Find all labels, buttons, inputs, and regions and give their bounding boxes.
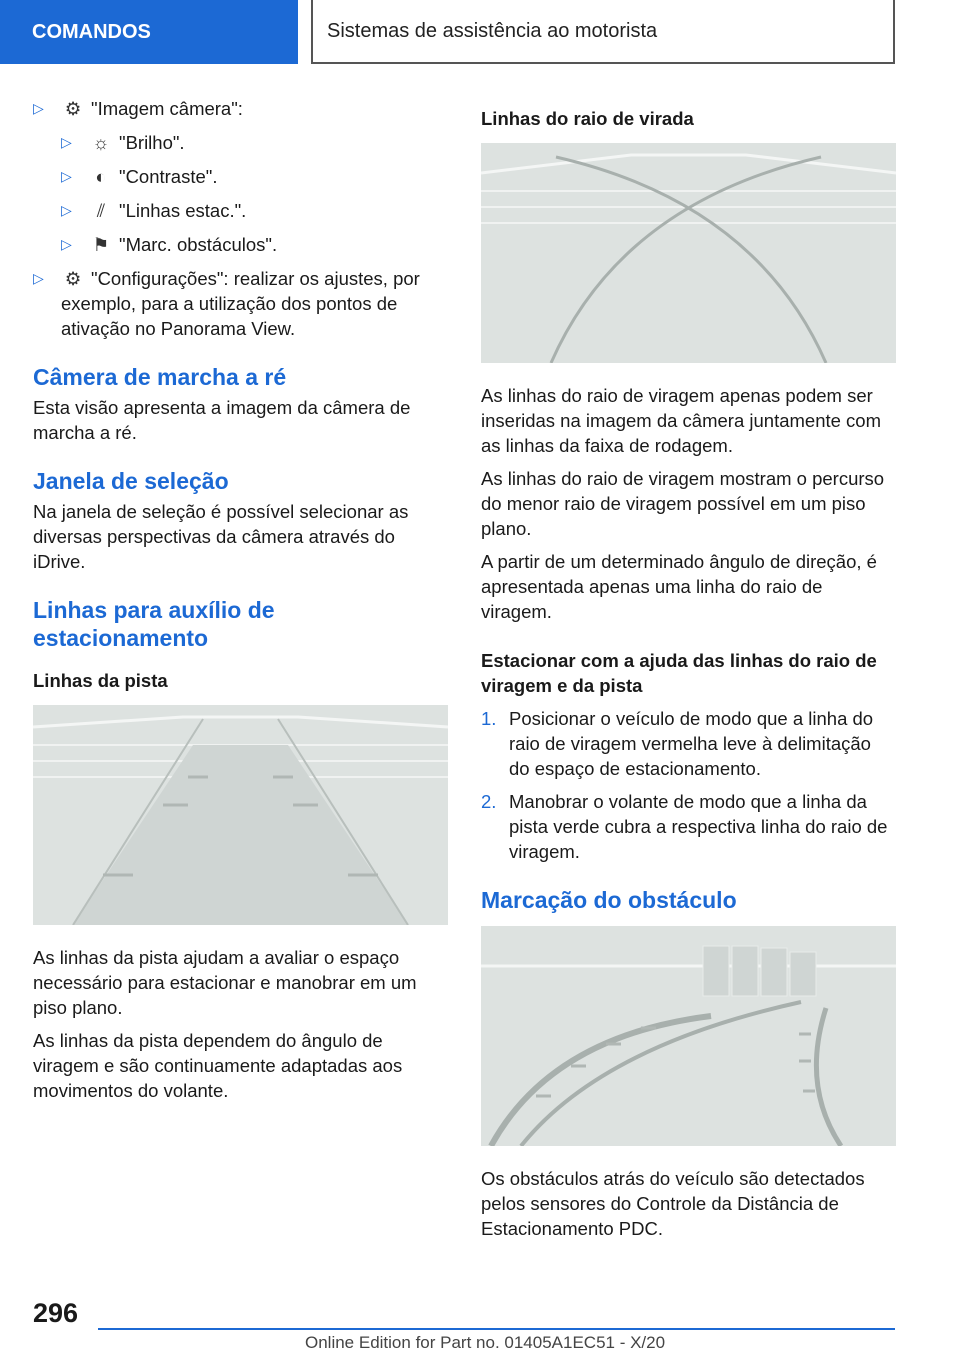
paragraph-track-2: As linhas da pista dependem do ângulo de viragem e são continuamente adaptadas aos movimentos do volante.: [33, 1030, 403, 1101]
footer-divider: [98, 1328, 895, 1330]
step-text: Posicionar o veículo de modo que a linha do raio de viragem vermelha leve à delimitação do espaço de estacionamento.: [509, 708, 874, 779]
heading-obstacle-marking: Marcação do obstáculo: [481, 887, 737, 913]
brightness-icon: ☼: [92, 132, 110, 153]
menu-item: [33, 266, 448, 341]
contrast-icon: ◐: [95, 166, 107, 187]
menu-item-label: "Configurações": realizar os ajustes, por exemplo, para a utilização dos pontos de ativação no Panorama View.: [61, 268, 420, 339]
obstacle-marking-illustration: [481, 926, 896, 1146]
step-number: 2.: [481, 791, 497, 812]
chapter-header: [311, 0, 895, 64]
heading-parking-lines: Linhas para auxílio de estacionamento: [33, 597, 275, 651]
obstacle-marking-icon: ⚑: [92, 234, 110, 255]
step-item: [481, 706, 896, 781]
step-item: [481, 789, 896, 864]
heading-track-lines: Linhas da pista: [33, 670, 168, 691]
right-column: [481, 96, 896, 1249]
bullet-triangle-icon: ▷: [33, 270, 44, 286]
parking-steps: [481, 706, 896, 864]
menu-item-label: "Contraste".: [119, 166, 218, 187]
settings-icon: ⚙: [64, 268, 82, 289]
paragraph-turn-1: As linhas do raio de viragem apenas podem ser inseridas na imagem da câmera juntamente com as linhas da faixa de rodagem.: [481, 385, 881, 456]
bullet-triangle-icon: ▷: [61, 134, 72, 150]
menu-item-label: "Imagem câmera":: [91, 98, 243, 119]
section-tab: [0, 0, 298, 64]
menu-item-label: "Linhas estac.".: [119, 200, 247, 221]
left-column: [33, 96, 448, 1111]
menu-item: [61, 130, 448, 155]
heading-turn-radius: Linhas do raio de virada: [481, 108, 694, 129]
camera-menu-list: [33, 96, 448, 341]
paragraph-turn-2: As linhas do raio de viragem mostram o percurso do menor raio de viragem possível em um piso plano.: [481, 468, 885, 539]
turn-radius-illustration: [481, 143, 896, 363]
menu-item: [61, 198, 448, 223]
menu-item: [61, 232, 448, 257]
camera-settings-icon: ⚙: [64, 98, 82, 119]
paragraph-turn-3: A partir de um determinado ângulo de direção, é apresentada apenas uma linha do raio de viragem.: [481, 551, 877, 622]
heading-park-with-lines: Estacionar com a ajuda das linhas do raio de viragem e da pista: [481, 650, 877, 696]
menu-item: [61, 164, 448, 189]
bullet-triangle-icon: ▷: [33, 100, 44, 116]
menu-item-label: "Brilho".: [119, 132, 185, 153]
heading-selection-window: Janela de seleção: [33, 468, 229, 494]
chapter-title: Sistemas de assistência ao motorista: [327, 19, 658, 42]
menu-item-label: "Marc. obstáculos".: [119, 234, 278, 255]
page-number: 296: [33, 1298, 79, 1328]
heading-rear-camera: Câmera de marcha a ré: [33, 364, 287, 390]
bullet-triangle-icon: ▷: [61, 202, 72, 218]
paragraph-track-1: As linhas da pista ajudam a avaliar o espaço necessário para estacionar e manobrar em um piso plano.: [33, 947, 417, 1018]
paragraph-rear-camera: Esta visão apresenta a imagem da câmera de marcha a ré.: [33, 397, 411, 443]
menu-item: [33, 96, 448, 121]
track-lines-illustration: [33, 705, 448, 925]
paragraph-selection-window: Na janela de seleção é possível selecionar as diversas perspectivas da câmera através do iDrive.: [33, 501, 409, 572]
paragraph-obstacle: Os obstáculos atrás do veículo são detectados pelos sensores do Controle da Distância de Estacionamento PDC.: [481, 1168, 865, 1239]
bullet-triangle-icon: ▷: [61, 168, 72, 184]
footer-edition: Online Edition for Part no. 01405A1EC51 - X/20: [305, 1333, 666, 1352]
step-text: Manobrar o volante de modo que a linha da pista verde cubra a respectiva linha do raio de viragem.: [509, 791, 888, 862]
section-title: COMANDOS: [32, 20, 151, 43]
parking-lines-icon: ⫽: [96, 200, 106, 221]
bullet-triangle-icon: ▷: [61, 236, 72, 252]
step-number: 1.: [481, 708, 497, 729]
